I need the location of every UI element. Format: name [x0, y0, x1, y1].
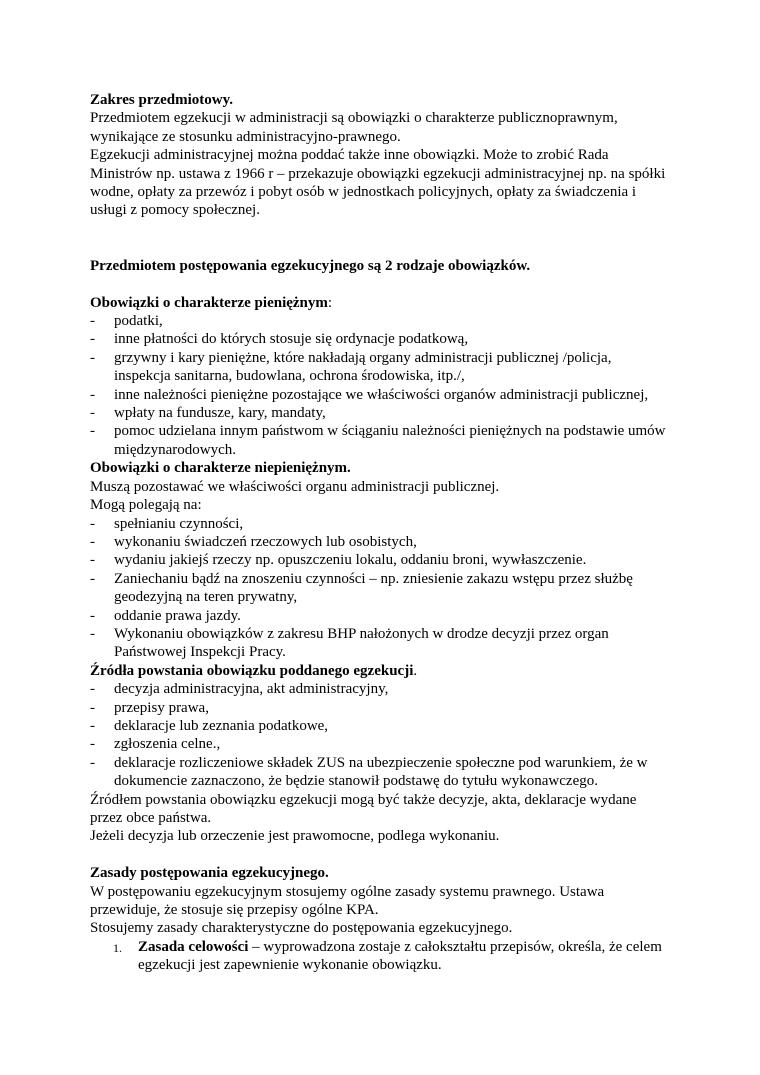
list-item: - Zaniechaniu bądź na znoszeniu czynności – np. zniesienie zakazu wstępu przez służbę geodezyjną na teren prywatny,: [90, 570, 670, 607]
subsection-heading: [90, 294, 670, 312]
bullet-list: [90, 680, 670, 790]
bullet-list: [90, 312, 670, 459]
paragraph: Muszą pozostawać we właściwości organu administracji publicznej.: [90, 478, 500, 495]
principle-text: – wyprowadzona zostaje z całokształtu przepisów, określa, że celem egzekucji jest zapewnienie wykonanie obowiązku.: [138, 938, 662, 974]
list-item: - decyzja administracyjna, akt administracyjny,: [90, 680, 670, 698]
list-item: - Wykonaniu obowiązków z zakresu BHP nałożonych w drodze decyzji przez organ Państwowej Inspekcji Pracy.: [90, 625, 670, 662]
list-item: - spełnianiu czynności,: [90, 515, 670, 533]
list-item: - wydaniu jakiejś rzeczy np. opuszczeniu lokalu, oddaniu broni, wywłaszczenie.: [90, 551, 670, 569]
heading-suffix: :: [327, 294, 333, 311]
section-heading: Zasady postępowania egzekucyjnego.: [90, 865, 329, 882]
subsection-heading: [90, 662, 670, 680]
list-item: - przepisy prawa,: [90, 699, 670, 717]
list-item: - deklaracje lub zeznania podatkowe,: [90, 717, 670, 735]
subsection-heading: Obowiązki o charakterze niepieniężnym.: [90, 460, 351, 477]
list-item: [90, 938, 670, 975]
paragraph: Przedmiotem egzekucji w administracji są obowiązki o charakterze publicznoprawnym, wynikające ze stosunku administracyjno-prawnego.: [90, 110, 618, 145]
list-item: - wykonaniu świadczeń rzeczowych lub osobistych,: [90, 533, 670, 551]
list-number: 1.: [113, 940, 122, 955]
principle-title: Zasada celowości: [138, 938, 249, 955]
paragraph: Stosujemy zasady charakterystyczne do postępowania egzekucyjnego.: [90, 920, 513, 937]
paragraph: W postępowaniu egzekucyjnym stosujemy ogólne zasady systemu prawnego. Ustawa przewiduje, że stosuje się przepisy ogólne KPA.: [90, 883, 605, 919]
document-page: [90, 91, 670, 975]
spacer: [90, 220, 670, 257]
paragraph: Źródłem powstania obowiązku egzekucji mogą być także decyzje, akta, deklaracje wydane przez obce państwa.: [90, 791, 637, 827]
list-item: - grzywny i kary pieniężne, które nakładają organy administracji publicznej /policja, inspekcja sanitarna, budowlana, ochrona środowiska, itp./,: [90, 349, 670, 386]
heading-suffix: .: [413, 662, 418, 679]
list-item: - pomoc udzielana innym państwom w ściąganiu należności pieniężnych na podstawie umów międzynarodowych.: [90, 422, 670, 459]
list-item: - inne płatności do których stosuje się ordynacje podatkową,: [90, 330, 670, 348]
list-item: - oddanie prawa jazdy.: [90, 607, 670, 625]
heading-text: Obowiązki o charakterze pieniężnym: [90, 294, 328, 311]
list-item: - wpłaty na fundusze, kary, mandaty,: [90, 404, 670, 422]
paragraph: Jeżeli decyzja lub orzeczenie jest prawomocne, podlega wykonaniu.: [90, 828, 500, 845]
bullet-list: [90, 515, 670, 662]
list-item: - inne należności pieniężne pozostające we właściwości organów administracji publicznej,: [90, 386, 670, 404]
list-item: - deklaracje rozliczeniowe składek ZUS na ubezpieczenie społeczne pod warunkiem, że w dokumencie zaznaczono, że będzie stanowił podstawę do tytułu wykonawczego.: [90, 754, 670, 791]
section-heading: Przedmiotem postępowania egzekucyjnego są 2 rodzaje obowiązków.: [90, 257, 531, 274]
spacer: [90, 275, 670, 293]
spacer: [90, 846, 670, 864]
paragraph: Mogą polegają na:: [90, 497, 202, 514]
list-item: - zgłoszenia celne.,: [90, 735, 670, 753]
numbered-list: [90, 938, 670, 975]
list-item: - podatki,: [90, 312, 670, 330]
paragraph: Egzekucji administracyjnej można poddać także inne obowiązki. Może to zrobić Rada Ministrów np. ustawa z 1966 r – przekazuje obowiązki egzekucji administracyjnej np. na spółki wodne, opłaty za przewóz i pobyt osób w jednostkach policyjnych, opłaty za świadczenia i usługi z pomocy społecznej.: [90, 147, 666, 219]
heading-text: Źródła powstania obowiązku poddanego egzekucji: [90, 662, 414, 679]
section-heading: Zakres przedmiotowy.: [90, 92, 234, 108]
